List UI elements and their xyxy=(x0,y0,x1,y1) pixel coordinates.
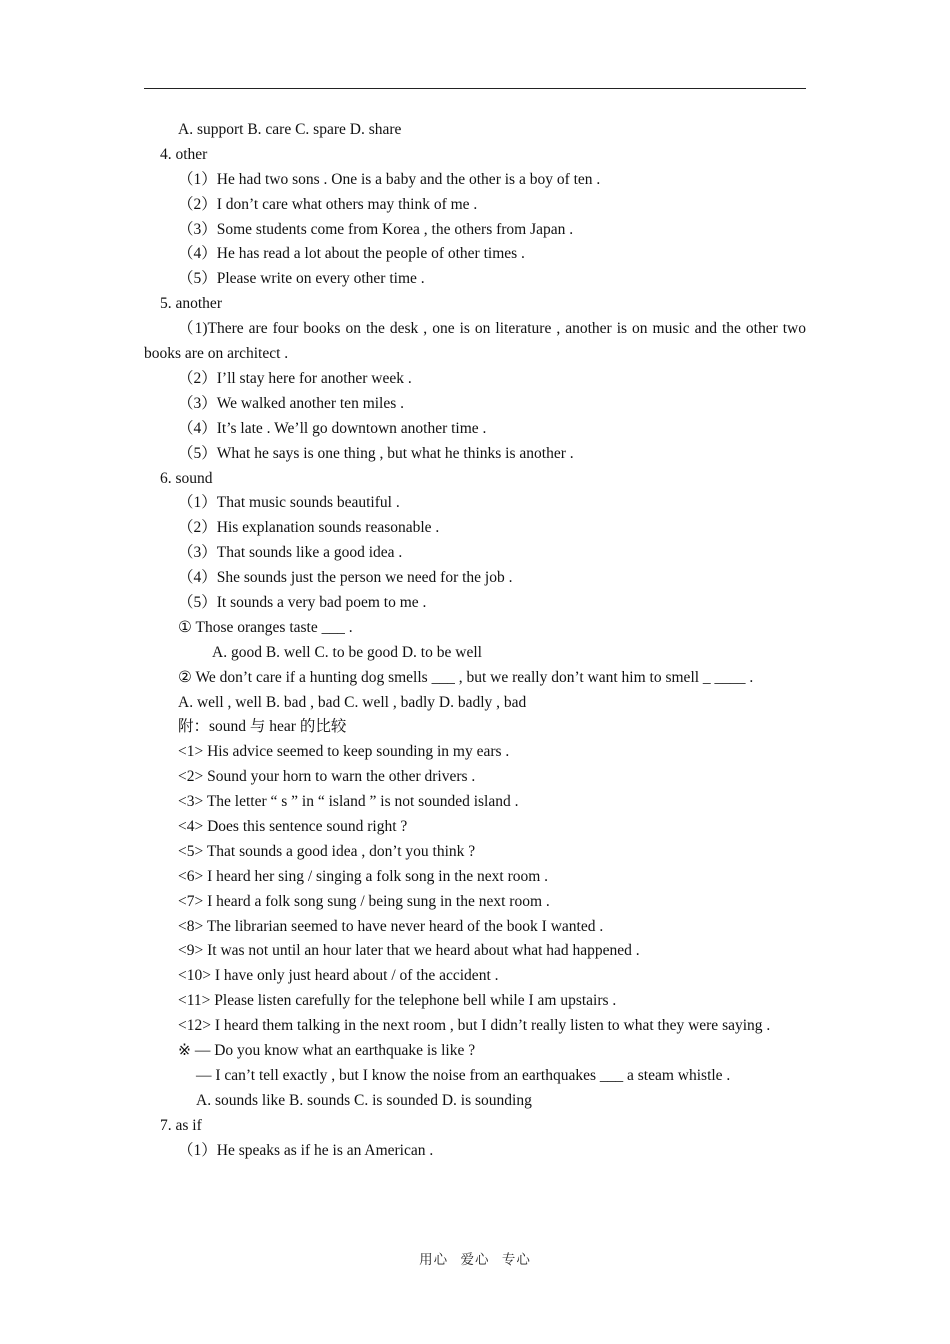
text-line: A. support B. care C. spare D. share xyxy=(178,121,402,138)
text-line: （4）It’s late . We’ll go downtown another time . xyxy=(178,419,487,437)
text-line: <6> I heard her sing / singing a folk song in the next room . xyxy=(178,867,549,885)
text-line: A. good B. well C. to be good D. to be well xyxy=(212,643,482,661)
text-line: ① Those oranges taste ___ . xyxy=(178,618,353,636)
text-line: （2）His explanation sounds reasonable . xyxy=(178,519,440,537)
text-line: （5）Please write on every other time . xyxy=(178,270,425,288)
text-line: 5. another xyxy=(160,295,222,313)
text-line: 7. as if xyxy=(160,1116,202,1134)
text-line: （2）I don’t care what others may think of me . xyxy=(178,195,478,213)
text-line: <7> I heard a folk song sung / being sung in the next room . xyxy=(178,892,550,910)
text-line: （3）We walked another ten miles . xyxy=(178,394,405,412)
text-line: （4）She sounds just the person we need for the job . xyxy=(178,569,513,587)
text-line: <8> The librarian seemed to have never heard of the book I wanted . xyxy=(178,917,604,935)
text-line: （3）Some students come from Korea , the others from Japan . xyxy=(178,220,574,238)
text-line: （5）It sounds a very bad poem to me . xyxy=(178,593,427,611)
text-line: （1）That music sounds beautiful . xyxy=(178,494,400,512)
text-line: 附：sound 与 hear 的比较 xyxy=(178,718,347,736)
page-footer: 用心 爱心 专心 xyxy=(419,1252,531,1267)
text-line: ② We don’t care if a hunting dog smells ___ , but we really don’t want him to smell _ ____ . xyxy=(178,668,754,686)
text-line: （3）That sounds like a good idea . xyxy=(178,544,403,562)
text-line: — I can’t tell exactly , but I know the noise from an earthquakes ___ a steam whistle . xyxy=(196,1066,731,1084)
text-line: A. well , well B. bad , bad C. well , badly D. badly , bad xyxy=(178,693,527,711)
text-line: <9> It was not until an hour later that we heard about what had happened . xyxy=(178,942,640,960)
text-line: 4. other xyxy=(160,145,208,163)
text-line: （1)There are four books on the desk , one is on literature , another is on music and the other two books are on architect . xyxy=(144,320,806,363)
text-line: （4）He has read a lot about the people of other times . xyxy=(178,245,525,263)
text-line: <1> His advice seemed to keep sounding in my ears . xyxy=(178,743,510,761)
text-line: （5）What he says is one thing , but what he thinks is another . xyxy=(178,444,574,462)
text-line: ※ — Do you know what an earthquake is like ? xyxy=(178,1042,476,1060)
text-line: <4> Does this sentence sound right ? xyxy=(178,817,408,835)
text-line: <2> Sound your horn to warn the other drivers . xyxy=(178,768,476,786)
text-line: <11> Please listen carefully for the telephone bell while I am upstairs . xyxy=(178,992,617,1010)
header-rule xyxy=(144,88,806,89)
text-line: <3> The letter “ s ” in “ island ” is not sounded island . xyxy=(178,793,519,811)
text-line: （2）I’ll stay here for another week . xyxy=(178,369,412,387)
text-line: <10> I have only just heard about / of the accident . xyxy=(178,967,499,985)
text-line: A. sounds like B. sounds C. is sounded D. is sounding xyxy=(196,1091,532,1109)
text-line: （1）He had two sons . One is a baby and the other is a boy of ten . xyxy=(178,170,601,188)
text-line: 6. sound xyxy=(160,469,213,487)
text-line: （1）He speaks as if he is an American . xyxy=(178,1141,434,1159)
text-line: <12> I heard them talking in the next room , but I didn’t really listen to what they were saying . xyxy=(178,1017,771,1035)
document-body xyxy=(144,118,806,1163)
text-line: <5> That sounds a good idea , don’t you think ? xyxy=(178,842,476,860)
